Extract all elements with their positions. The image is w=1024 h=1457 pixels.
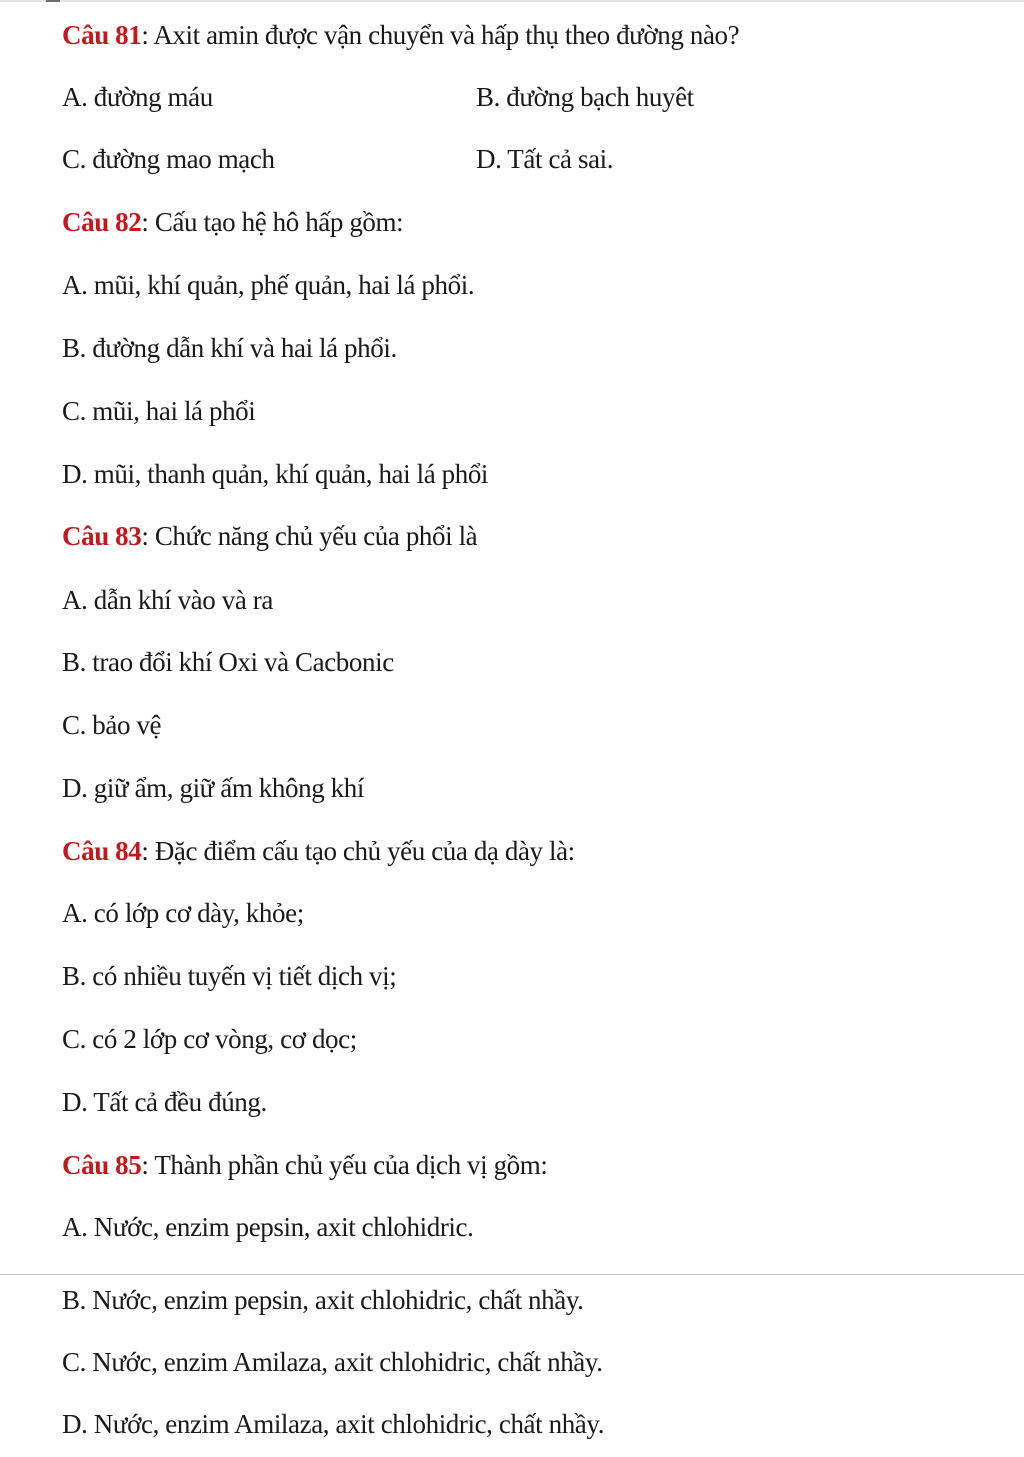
question-label: Câu 83 — [62, 521, 142, 551]
question-84-option-b: B. có nhiều tuyến vị tiết dịch vị; — [62, 961, 397, 991]
question-81 — [62, 18, 739, 52]
top-divider — [0, 0, 1024, 2]
question-85-option-d: D. Nước, enzim Amilaza, axit chlohidric, chất nhầy. — [62, 1409, 605, 1439]
question-84-option-c: C. có 2 lớp cơ vòng, cơ dọc; — [62, 1024, 357, 1054]
question-text: : Cấu tạo hệ hô hấp gồm: — [141, 207, 404, 237]
question-text: : Đặc điểm cấu tạo chủ yếu của dạ dày là: — [141, 836, 575, 866]
question-81-option-b: B. đường bạch huyêt — [476, 82, 694, 112]
question-text: : Thành phần chủ yếu của dịch vị gồm: — [141, 1150, 548, 1180]
question-text: : Chức năng chủ yếu của phổi là — [141, 521, 478, 551]
question-84-option-a: A. có lớp cơ dày, khỏe; — [62, 898, 304, 928]
question-85-option-b: B. Nước, enzim pepsin, axit chlohidric, chất nhầy. — [62, 1285, 584, 1315]
question-85-option-a: A. Nước, enzim pepsin, axit chlohidric. — [62, 1212, 474, 1242]
question-label: Câu 81 — [62, 20, 142, 50]
question-81-option-c: C. đường mao mạch — [62, 144, 275, 174]
question-82-option-a: A. mũi, khí quản, phế quản, hai lá phổi. — [62, 270, 475, 300]
question-label: Câu 84 — [62, 836, 142, 866]
page-divider — [0, 1274, 1024, 1275]
question-81-option-d: D. Tất cả sai. — [476, 144, 614, 174]
question-81-option-a: A. đường máu — [62, 82, 213, 112]
top-divider-mark — [46, 0, 60, 2]
question-82-option-c: C. mũi, hai lá phổi — [62, 396, 256, 426]
question-82-option-d: D. mũi, thanh quản, khí quản, hai lá phổi — [62, 459, 489, 489]
question-83-option-c: C. bảo vệ — [62, 710, 162, 740]
question-text: : Axit amin được vận chuyển và hấp thụ theo đường nào? — [141, 20, 740, 50]
question-85-option-c: C. Nước, enzim Amilaza, axit chlohidric, chất nhầy. — [62, 1347, 603, 1377]
question-83-option-b: B. trao đổi khí Oxi và Cacbonic — [62, 647, 394, 677]
question-83-option-d: D. giữ ẩm, giữ ấm không khí — [62, 773, 364, 803]
question-85 — [62, 1148, 547, 1182]
question-82-option-b: B. đường dẫn khí và hai lá phổi. — [62, 333, 397, 363]
question-83 — [62, 519, 477, 553]
question-84 — [62, 834, 575, 868]
question-label: Câu 85 — [62, 1150, 142, 1180]
question-84-option-d: D. Tất cả đều đúng. — [62, 1087, 267, 1117]
question-83-option-a: A. dẫn khí vào và ra — [62, 585, 273, 615]
question-82 — [62, 205, 403, 239]
question-label: Câu 82 — [62, 207, 142, 237]
